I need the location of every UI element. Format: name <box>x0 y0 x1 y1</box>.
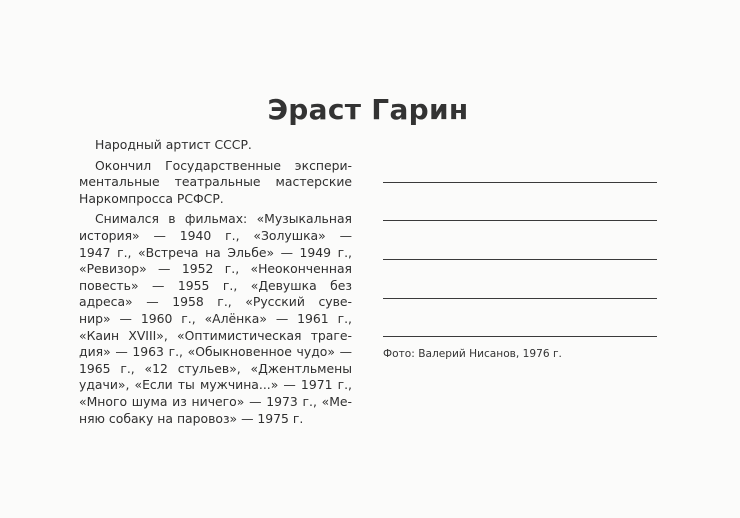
bio-line: повесть» — 1955 г., «Девушка без <box>79 277 352 293</box>
bio-line: няю собаку на паровоз» — 1975 г. <box>79 410 304 426</box>
biography-text <box>79 137 352 431</box>
address-line <box>383 220 657 221</box>
bio-paragraph-title <box>79 137 352 154</box>
bio-line: «Каин XVIII», «Оптимистическая траге- <box>79 327 352 343</box>
bio-line: «Ревизор» — 1952 г., «Неоконченная <box>79 261 352 277</box>
address-line <box>383 336 657 337</box>
bio-line: ментальные театральные мастерские <box>79 174 352 190</box>
bio-line: Снимался в фильмах: «Музыкальная <box>95 211 352 227</box>
bio-line: Наркомпросса РСФСР. <box>79 190 224 206</box>
bio-line: 1965 г., «12 стульев», «Джентльмены <box>79 360 352 376</box>
bio-line: Народный артист СССР. <box>95 137 252 152</box>
photo-credit: Фото: Валерий Нисанов, 1976 г. <box>383 348 562 360</box>
bio-paragraph-education <box>79 158 352 208</box>
bio-line: нир» — 1960 г., «Алёнка» — 1961 г., <box>79 310 352 326</box>
bio-line: адреса» — 1958 г., «Русский суве- <box>79 294 352 310</box>
bio-line: удачи», «Если ты мужчина...» — 1971 г., <box>79 377 352 393</box>
address-line <box>383 298 657 299</box>
address-line <box>383 259 657 260</box>
card-title: Эраст Гарин <box>267 93 469 126</box>
bio-paragraph-filmography <box>79 211 352 427</box>
address-line <box>383 182 657 183</box>
bio-line: дия» — 1963 г., «Обыкновенное чудо» — <box>79 344 352 360</box>
bio-line: 1947 г., «Встреча на Эльбе» — 1949 г., <box>79 244 352 260</box>
bio-line: история» — 1940 г., «Золушка» — <box>79 227 352 243</box>
bio-line: Окончил Государственные экспери- <box>95 157 352 173</box>
bio-line: «Много шума из ничего» — 1973 г., «Ме- <box>79 393 352 409</box>
